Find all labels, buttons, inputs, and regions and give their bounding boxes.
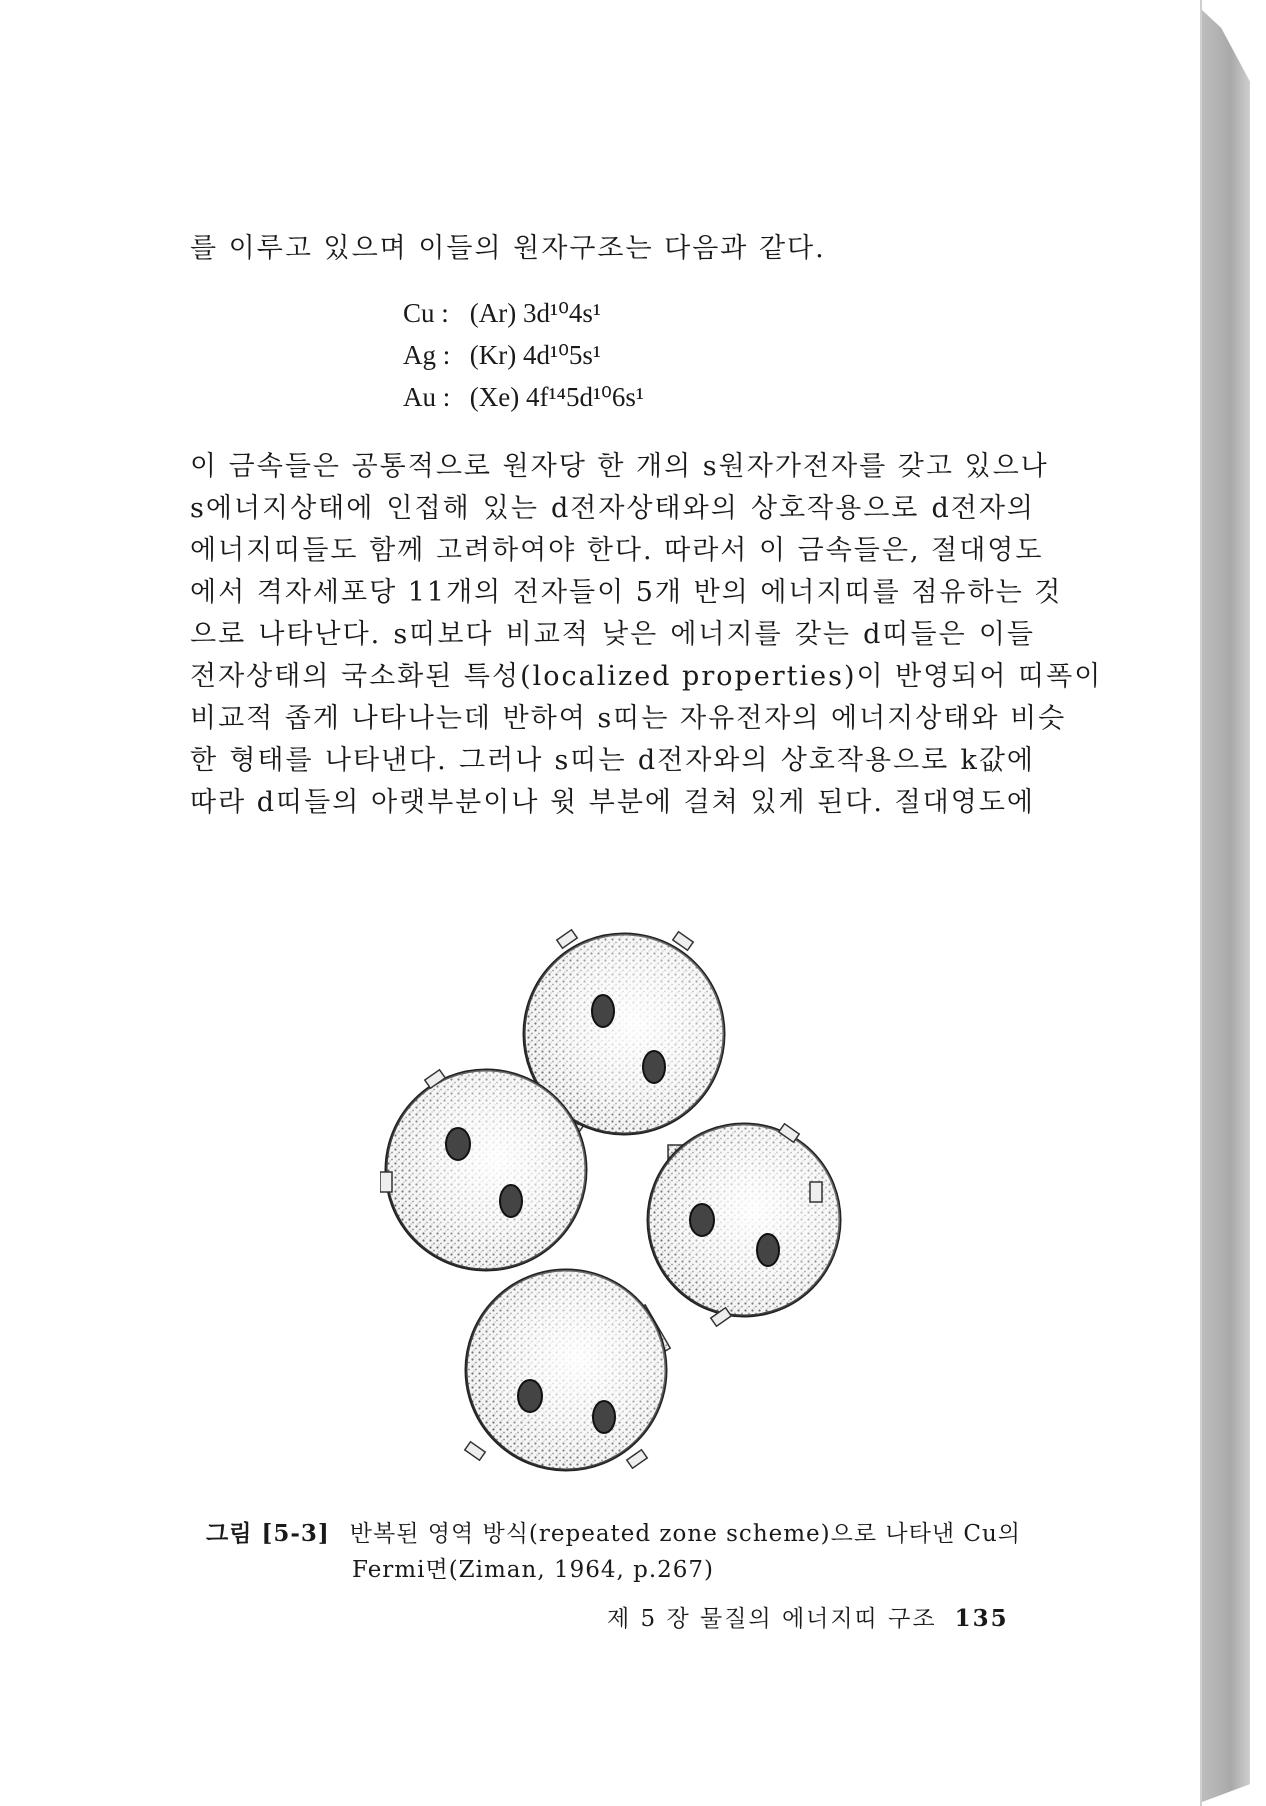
formula-label: Au : bbox=[403, 382, 451, 412]
formula-au bbox=[403, 376, 644, 418]
formula-ag bbox=[403, 334, 644, 376]
body-paragraph bbox=[190, 446, 1103, 824]
running-footer bbox=[607, 1600, 1009, 1633]
formula-label: Cu : bbox=[403, 298, 449, 328]
paragraph-line: s에너지상태에 인접해 있는 d전자상태와의 상호작용으로 d전자의 bbox=[190, 493, 1035, 524]
figure-label: 그림 [5-3] bbox=[206, 1520, 330, 1547]
formula-value: (Xe) 4f¹⁴5d¹⁰6s¹ bbox=[469, 382, 644, 412]
caption-line-1: 반복된 영역 방식(repeated zone scheme)으로 나타낸 Cu의 bbox=[349, 1521, 1021, 1547]
paragraph-line: 으로 나타난다. s띠보다 비교적 낮은 에너지를 갖는 d띠들은 이들 bbox=[190, 619, 1035, 650]
paragraph-line: 에서 격자세포당 11개의 전자들이 5개 반의 에너지띠를 점유하는 것 bbox=[190, 577, 1063, 608]
paragraph-line: 이 금속들은 공통적으로 원자당 한 개의 s원자가전자를 갖고 있으나 bbox=[190, 451, 1049, 482]
figure-caption bbox=[206, 1516, 1021, 1588]
paragraph-line: 전자상태의 국소화된 특성(localized properties)이 반영되어 띠폭이 bbox=[190, 661, 1103, 692]
formula-label: Ag : bbox=[403, 340, 451, 370]
intro-line: 를 이루고 있으며 이들의 원자구조는 다음과 같다. bbox=[190, 233, 826, 264]
fermi-sphere-left bbox=[386, 1070, 586, 1270]
fermi-sphere-bottom bbox=[466, 1270, 666, 1470]
caption-line-2: Fermi면(Ziman, 1964, p.267) bbox=[352, 1557, 715, 1583]
formula-value: (Ar) 3d¹⁰4s¹ bbox=[469, 298, 601, 328]
chapter-title: 제 5 장 물질의 에너지띠 구조 bbox=[607, 1606, 937, 1632]
page-edge-shadow bbox=[1202, 10, 1250, 1802]
fermi-sphere-right bbox=[648, 1124, 840, 1316]
paragraph-line: 한 형태를 나타낸다. 그러나 s띠는 d전자와의 상호작용으로 k값에 bbox=[190, 745, 1035, 776]
paragraph-line: 비교적 좁게 나타나는데 반하여 s띠는 자유전자의 에너지상태와 비슷 bbox=[190, 703, 1067, 734]
paragraph-line: 에너지띠들도 함께 고려하여야 한다. 따라서 이 금속들은, 절대영도 bbox=[190, 535, 1044, 566]
paragraph-line: 따라 d띠들의 아랫부분이나 윗 부분에 걸쳐 있게 된다. 절대영도에 bbox=[190, 787, 1035, 818]
page-number: 135 bbox=[954, 1605, 1009, 1632]
formula-value: (Kr) 4d¹⁰5s¹ bbox=[469, 340, 601, 370]
electron-configurations bbox=[403, 292, 644, 418]
formula-cu bbox=[403, 292, 644, 334]
fermi-surface-figure bbox=[380, 910, 850, 1500]
